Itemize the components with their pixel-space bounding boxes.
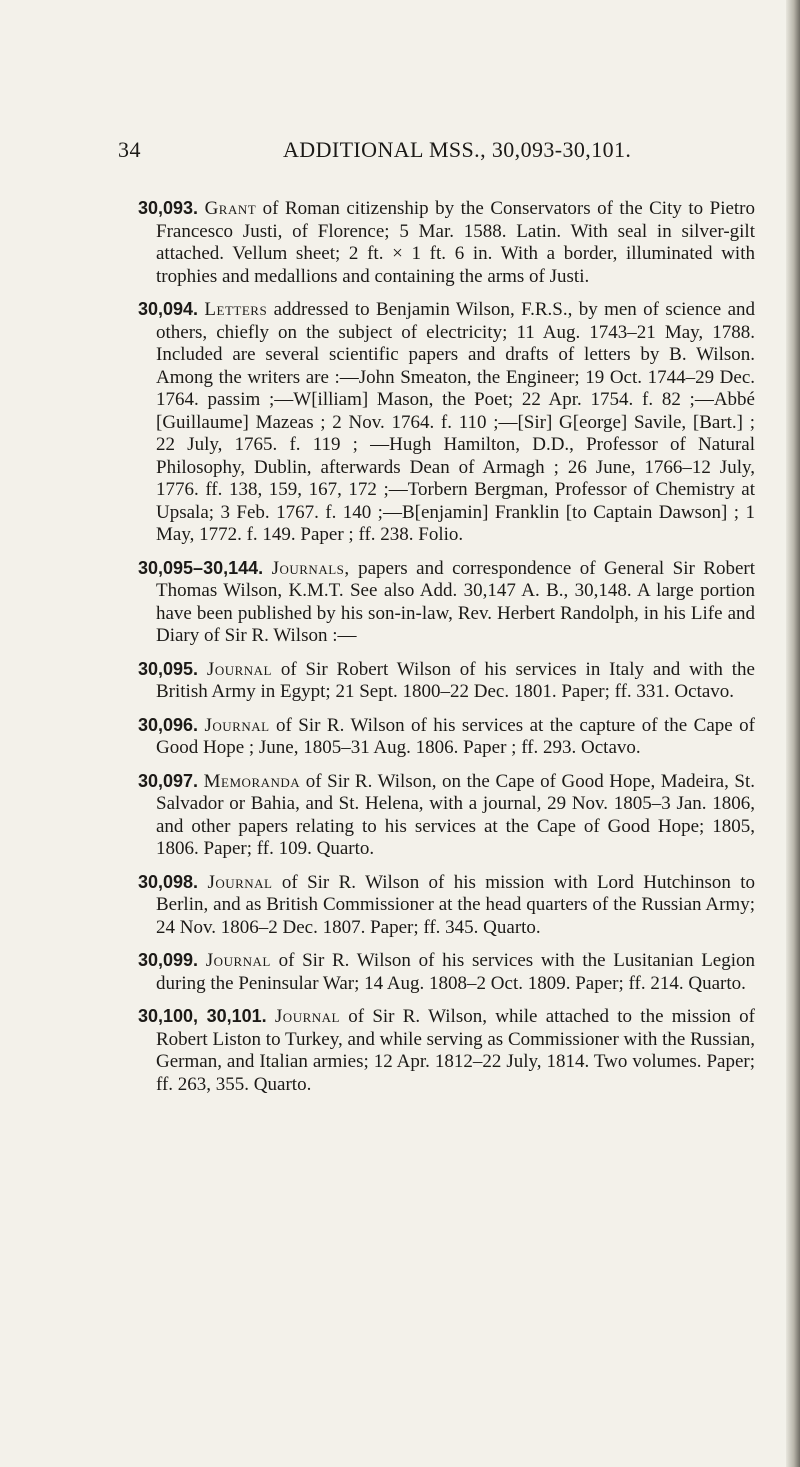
entry-heading: Journal (274, 1006, 340, 1027)
entry-heading: Journal (207, 871, 273, 893)
entry-heading: Letters (204, 299, 268, 320)
entry-heading: Journal (206, 658, 272, 680)
catalogue-entry (138, 658, 755, 704)
catalogue-entry (138, 1005, 755, 1096)
catalogue-entry (138, 949, 755, 995)
catalogue-entry (138, 770, 755, 861)
entry-text: of Roman citizenship by the Conservators of the City to Pietro Francesco Justi, of Florence; 5 Mar. 1588. Latin. With seal in silver-gilt attached. Vellum sheet; 2 ft. × 1 ft. 6 in. With a border, illuminated with trophies and medallions and containing the arms of Justi. (156, 198, 756, 287)
entry-text: of Sir R. Wilson of his services at the capture of the Cape of Good Hope ; June, 1805–31 Aug. 1806. Paper ; ff. 293. Octavo. (156, 714, 755, 758)
entry-number: 30,098. (138, 871, 199, 892)
entry-text: of Sir R. Wilson of his mission with Lord Hutchinson to Berlin, and as British Commissioner at the head quarters of the Russian Army; 24 Nov. 1806–2 Dec. 1807. Paper; ff. 345. Quarto. (156, 871, 755, 938)
entry-text: of Sir R. Wilson, on the Cape of Good Hope, Madeira, St. Salvador or Bahia, and St. Helena, with a journal, 29 Nov. 1805–3 Jan. 1806, and other papers relating to his services at the Cape of Good Hope; 1805, 1806. Paper; ff. 109. Quarto. (156, 770, 756, 859)
catalogue-entry (138, 197, 755, 288)
entry-heading: Memoranda (203, 770, 301, 792)
catalogue-entry (138, 714, 755, 760)
entry-heading: Journals, (271, 557, 350, 579)
entry-number: 30,093. (138, 198, 199, 218)
catalogue-entry (138, 871, 755, 940)
catalogue-entry (138, 557, 755, 648)
entry-number: 30,097. (138, 770, 199, 791)
entry-heading: Journal (205, 950, 271, 971)
page-header (118, 137, 678, 167)
running-title: ADDITIONAL MSS., 30,093-30,101. (283, 137, 632, 162)
catalogue-entry (138, 298, 755, 547)
entry-text: of Sir R. Wilson of his services with the Lusitanian Legion during the Peninsular War; 14 Aug. 1808–2 Oct. 1809. Paper; ff. 214. Quarto. (156, 950, 756, 994)
entry-number: 30,094. (138, 299, 199, 319)
entry-text: addressed to Benjamin Wilson, F.R.S., by men of science and others, chiefly on the subject of electricity; 11 Aug. 1743–21 May, 1788. Included are several scientific papers and drafts of letters by B. Wilson. Among the writers are :—John Smeaton, the Engineer; 19 Oct. 1744–29 Dec. 1764. passim ;—W[illiam] Mason, the Poet; 22 Apr. 1754. f. 82 ;—Abbé [Guillaume] Mazeas ; 2 Nov. 1764. f. 110 ;—[Sir] G[eorge] Savile, [Bart.] ; 22 July, 1765. f. 119 ; —Hugh Hamilton, D.D., Professor of Natural Philosophy, Dublin, afterwards Dean of Armagh ; 26 June, 1766–12 July, 1776. ff. 138, 159, 167, 172 ;—Torbern Bergman, Professor of Chemistry at Upsala; 3 Feb. 1767. f. 140 ;—B[enjamin] Franklin [to Captain Dawson] ; 1 May, 1772. f. 149. Paper ; ff. 238. Folio. (156, 299, 756, 545)
entry-number: 30,096. (138, 714, 199, 735)
entry-heading: Grant (204, 198, 257, 219)
entry-heading: Journal (204, 714, 270, 736)
entry-text: of Sir R. Wilson, while attached to the mission of Robert Liston to Turkey, and while serving as Commissioner with the Russian, German, and Italian armies; 12 Apr. 1812–22 July, 1814. Two volumes. Paper; ff. 263, 355. Quarto. (156, 1006, 755, 1095)
catalogue-entries (138, 197, 755, 1106)
entry-text: papers and correspondence of General Sir Robert Thomas Wilson, K.M.T. See also Add. 30,147 A. B., 30,148. A large portion have been published by his son-in-law, Rev. Herbert Randolph, in his Life and Diary of Sir R. Wilson :— (156, 557, 755, 646)
entry-number: 30,100, 30,101. (138, 1006, 267, 1026)
entry-number: 30,095–30,144. (138, 557, 264, 578)
page-number: 34 (118, 137, 141, 162)
entry-number: 30,099. (138, 950, 199, 970)
page-edge-shadow (786, 0, 800, 1467)
entry-text: of Sir Robert Wilson of his services in Italy and with the British Army in Egypt; 21 Sept. 1800–22 Dec. 1801. Paper; ff. 331. Octavo. (156, 658, 755, 702)
entry-number: 30,095. (138, 658, 199, 679)
